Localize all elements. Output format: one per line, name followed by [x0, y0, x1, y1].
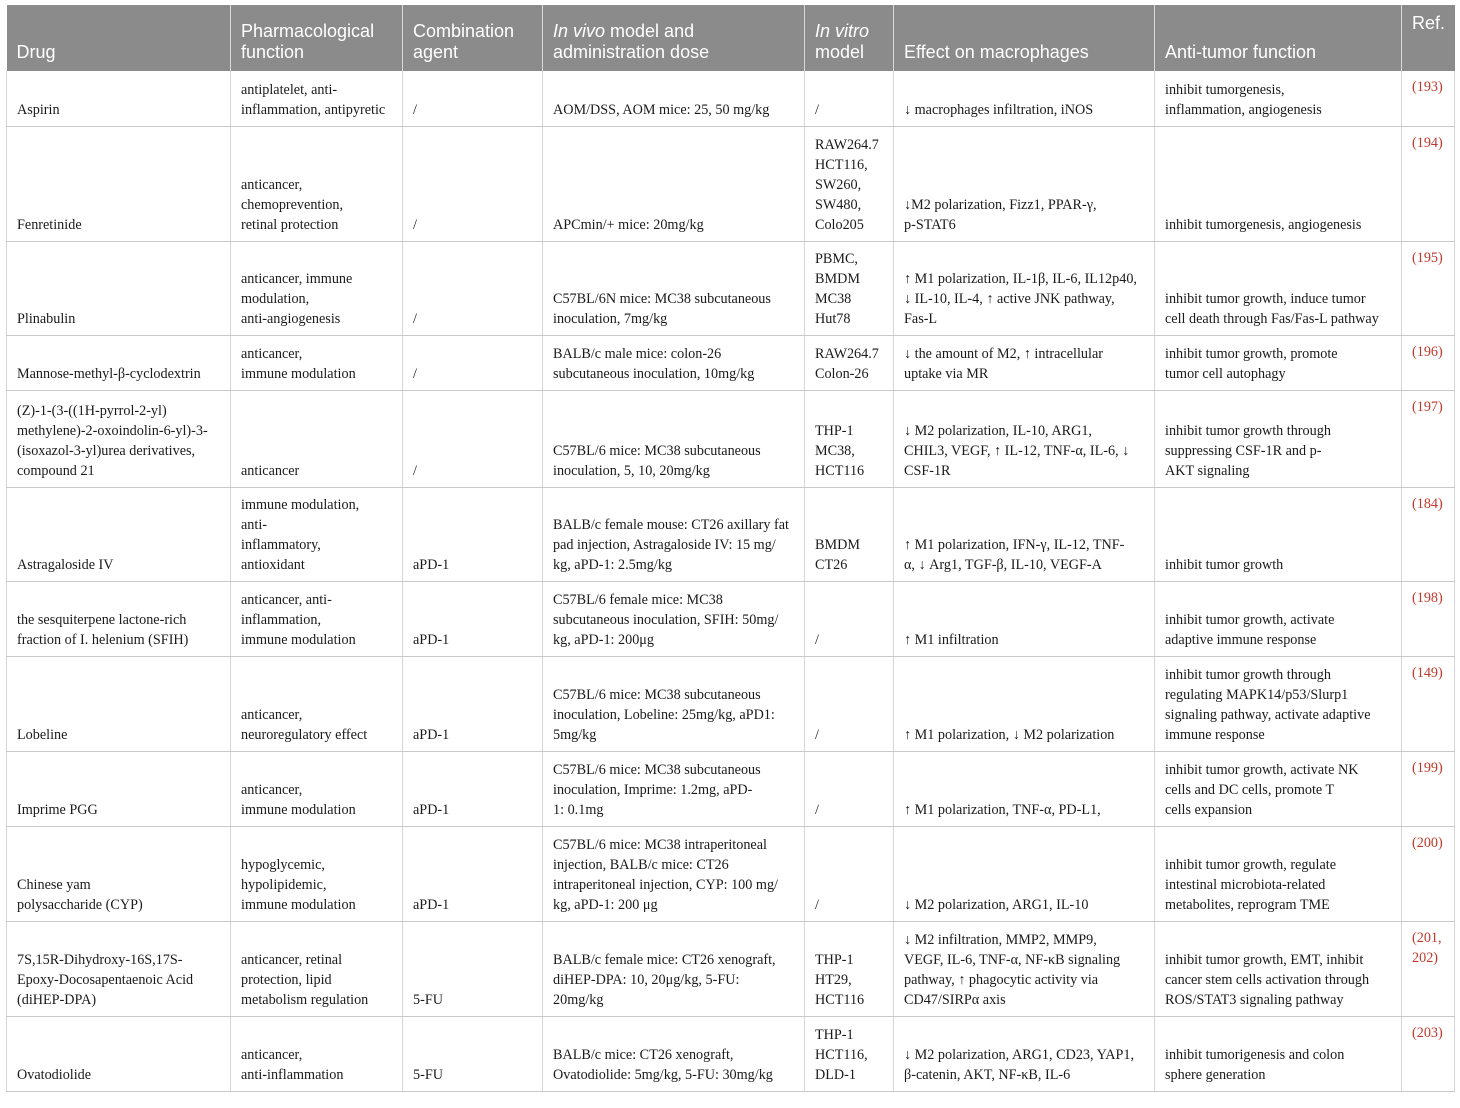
cell-invivo: BALB/c male mice: colon-26 subcutaneous inoculation, 10mg/kg — [543, 335, 805, 390]
cell-antitumor: inhibit tumorgenesis, inflammation, angiogenesis — [1155, 71, 1402, 126]
cell-ref[interactable]: (196) — [1402, 335, 1455, 390]
cell-invitro: THP-1 HCT116, DLD-1 — [805, 1016, 894, 1091]
cell-invivo: C57BL/6 mice: MC38 subcutaneous inoculation, Imprime: 1.2mg, aPD- 1: 0.1mg — [543, 751, 805, 826]
cell-invivo: C57BL/6 mice: MC38 intraperitoneal injection, BALB/c mice: CT26 intraperitoneal injection, CYP: 100 mg/ kg, aPD-1: 200 μg — [543, 826, 805, 921]
cell-combo: 5-FU — [403, 921, 543, 1016]
cell-combo: 5-FU — [403, 1016, 543, 1091]
table-row — [7, 335, 1455, 390]
cell-drug: (Z)-1-(3-((1H-pyrrol-2-yl) methylene)-2-oxoindolin-6-yl)-3- (isoxazol-3-yl)urea derivatives, compound 21 — [7, 390, 231, 487]
table-row — [7, 1016, 1455, 1091]
table-row — [7, 751, 1455, 826]
cell-effect: ↓ macrophages infiltration, iNOS — [894, 71, 1155, 126]
table-row — [7, 126, 1455, 241]
cell-drug: Fenretinide — [7, 126, 231, 241]
cell-antitumor: inhibit tumor growth, promote tumor cell autophagy — [1155, 335, 1402, 390]
header-invitro-italic: In vitro — [815, 21, 870, 41]
cell-invitro: THP-1 HT29, HCT116 — [805, 921, 894, 1016]
cell-ref[interactable]: (194) — [1402, 126, 1455, 241]
cell-combo: / — [403, 241, 543, 335]
cell-antitumor: inhibit tumor growth, EMT, inhibit cancer stem cells activation through ROS/STAT3 signaling pathway — [1155, 921, 1402, 1016]
cell-ref[interactable]: (197) — [1402, 390, 1455, 487]
cell-ref[interactable]: (193) — [1402, 71, 1455, 126]
cell-antitumor: inhibit tumorigenesis and colon sphere generation — [1155, 1016, 1402, 1091]
header-drug: Drug — [7, 5, 231, 71]
cell-invitro: RAW264.7 HCT116, SW260, SW480, Colo205 — [805, 126, 894, 241]
cell-pharm: anticancer, chemoprevention, retinal protection — [231, 126, 403, 241]
cell-invitro: RAW264.7 Colon-26 — [805, 335, 894, 390]
cell-combo: aPD-1 — [403, 826, 543, 921]
cell-invivo: C57BL/6 mice: MC38 subcutaneous inoculation, Lobeline: 25mg/kg, aPD1: 5mg/kg — [543, 656, 805, 751]
cell-antitumor: inhibit tumor growth, activate NK cells and DC cells, promote T cells expansion — [1155, 751, 1402, 826]
cell-effect: ↓ M2 infiltration, MMP2, MMP9, VEGF, IL-6, TNF-α, NF-κB signaling pathway, ↑ phagocytic activity via CD47/SIRPα axis — [894, 921, 1155, 1016]
cell-invitro: / — [805, 581, 894, 656]
cell-pharm: anticancer, immune modulation — [231, 751, 403, 826]
cell-pharm: antiplatelet, anti- inflammation, antipyretic — [231, 71, 403, 126]
cell-drug: 7S,15R-Dihydroxy-16S,17S- Epoxy-Docosapentaenoic Acid (diHEP-DPA) — [7, 921, 231, 1016]
header-pharm: Pharmacological function — [231, 5, 403, 71]
cell-antitumor: inhibit tumor growth, activate adaptive immune response — [1155, 581, 1402, 656]
table-row — [7, 826, 1455, 921]
cell-drug: Ovatodiolide — [7, 1016, 231, 1091]
cell-effect: ↓ M2 polarization, ARG1, IL-10 — [894, 826, 1155, 921]
header-invitro-rest: model — [815, 42, 865, 62]
table-body — [7, 71, 1455, 1091]
cell-invitro: / — [805, 826, 894, 921]
cell-ref[interactable]: (149) — [1402, 656, 1455, 751]
table-row — [7, 390, 1455, 487]
cell-antitumor: inhibit tumor growth through regulating MAPK14/p53/Slurp1 signaling pathway, activate adaptive immune response — [1155, 656, 1402, 751]
cell-effect: ↓ the amount of M2, ↑ intracellular uptake via MR — [894, 335, 1155, 390]
cell-pharm: anticancer — [231, 390, 403, 487]
cell-pharm: anticancer, anti- inflammation, immune modulation — [231, 581, 403, 656]
cell-antitumor: inhibit tumorgenesis, angiogenesis — [1155, 126, 1402, 241]
cell-invitro: / — [805, 751, 894, 826]
cell-ref[interactable]: (195) — [1402, 241, 1455, 335]
cell-drug: Chinese yam polysaccharide (CYP) — [7, 826, 231, 921]
cell-combo: aPD-1 — [403, 656, 543, 751]
cell-ref[interactable]: (201, 202) — [1402, 921, 1455, 1016]
cell-effect: ↑ M1 infiltration — [894, 581, 1155, 656]
cell-effect: ↑ M1 polarization, ↓ M2 polarization — [894, 656, 1155, 751]
header-ref: Ref. — [1402, 5, 1455, 71]
header-invivo-rest: model and administration dose — [553, 21, 710, 62]
header-combo: Combination agent — [403, 5, 543, 71]
cell-drug: Lobeline — [7, 656, 231, 751]
cell-combo: aPD-1 — [403, 487, 543, 581]
cell-effect: ↑ M1 polarization, IFN-γ, IL-12, TNF- α, ↓ Arg1, TGF-β, IL-10, VEGF-A — [894, 487, 1155, 581]
table-row — [7, 487, 1455, 581]
cell-pharm: anticancer, immune modulation, anti-angiogenesis — [231, 241, 403, 335]
cell-effect: ↑ M1 polarization, IL-1β, IL-6, IL12p40, ↓ IL-10, IL-4, ↑ active JNK pathway, Fas-L — [894, 241, 1155, 335]
cell-ref[interactable]: (198) — [1402, 581, 1455, 656]
header-invitro — [805, 5, 894, 71]
cell-invitro: / — [805, 71, 894, 126]
table-row — [7, 581, 1455, 656]
header-invivo-italic: In vivo — [553, 21, 606, 41]
cell-effect: ↓ M2 polarization, ARG1, CD23, YAP1, β-catenin, AKT, NF-κB, IL-6 — [894, 1016, 1155, 1091]
table-row — [7, 71, 1455, 126]
table-container — [6, 5, 1454, 1092]
cell-invivo: C57BL/6 female mice: MC38 subcutaneous inoculation, SFIH: 50mg/ kg, aPD-1: 200μg — [543, 581, 805, 656]
cell-invitro: THP-1 MC38, HCT116 — [805, 390, 894, 487]
cell-combo: / — [403, 71, 543, 126]
cell-invivo: BALB/c female mouse: CT26 axillary fat pad injection, Astragaloside IV: 15 mg/ kg, aPD-1: 2.5mg/kg — [543, 487, 805, 581]
cell-invitro: PBMC, BMDM MC38 Hut78 — [805, 241, 894, 335]
header-invivo — [543, 5, 805, 71]
table-row — [7, 656, 1455, 751]
cell-pharm: anticancer, neuroregulatory effect — [231, 656, 403, 751]
cell-ref[interactable]: (200) — [1402, 826, 1455, 921]
cell-invivo: APCmin/+ mice: 20mg/kg — [543, 126, 805, 241]
header-effect: Effect on macrophages — [894, 5, 1155, 71]
cell-combo: / — [403, 390, 543, 487]
cell-ref[interactable]: (203) — [1402, 1016, 1455, 1091]
cell-invivo: C57BL/6N mice: MC38 subcutaneous inoculation, 7mg/kg — [543, 241, 805, 335]
cell-ref[interactable]: (199) — [1402, 751, 1455, 826]
header-antitumor: Anti-tumor function — [1155, 5, 1402, 71]
table-row — [7, 921, 1455, 1016]
cell-antitumor: inhibit tumor growth, induce tumor cell death through Fas/Fas-L pathway — [1155, 241, 1402, 335]
cell-antitumor: inhibit tumor growth, regulate intestinal microbiota-related metabolites, reprogram TME — [1155, 826, 1402, 921]
cell-antitumor: inhibit tumor growth through suppressing CSF-1R and p- AKT signaling — [1155, 390, 1402, 487]
cell-combo: / — [403, 335, 543, 390]
cell-combo: aPD-1 — [403, 751, 543, 826]
cell-pharm: anticancer, retinal protection, lipid metabolism regulation — [231, 921, 403, 1016]
cell-effect: ↓M2 polarization, Fizz1, PPAR-γ, p-STAT6 — [894, 126, 1155, 241]
cell-pharm: immune modulation, anti- inflammatory, antioxidant — [231, 487, 403, 581]
cell-effect: ↓ M2 polarization, IL-10, ARG1, CHIL3, VEGF, ↑ IL-12, TNF-α, IL-6, ↓ CSF-1R — [894, 390, 1155, 487]
cell-pharm: hypoglycemic, hypolipidemic, immune modulation — [231, 826, 403, 921]
cell-pharm: anticancer, anti-inflammation — [231, 1016, 403, 1091]
cell-pharm: anticancer, immune modulation — [231, 335, 403, 390]
cell-ref[interactable]: (184) — [1402, 487, 1455, 581]
cell-drug: Aspirin — [7, 71, 231, 126]
cell-drug: the sesquiterpene lactone-rich fraction of I. helenium (SFIH) — [7, 581, 231, 656]
cell-drug: Astragaloside IV — [7, 487, 231, 581]
header-row — [7, 5, 1455, 71]
table-header — [7, 5, 1455, 71]
cell-invitro: / — [805, 656, 894, 751]
cell-effect: ↑ M1 polarization, TNF-α, PD-L1, — [894, 751, 1155, 826]
cell-invivo: BALB/c female mice: CT26 xenograft, diHEP-DPA: 10, 20μg/kg, 5-FU: 20mg/kg — [543, 921, 805, 1016]
cell-antitumor: inhibit tumor growth — [1155, 487, 1402, 581]
cell-invivo: AOM/DSS, AOM mice: 25, 50 mg/kg — [543, 71, 805, 126]
cell-combo: aPD-1 — [403, 581, 543, 656]
cell-invitro: BMDM CT26 — [805, 487, 894, 581]
cell-invivo: C57BL/6 mice: MC38 subcutaneous inoculation, 5, 10, 20mg/kg — [543, 390, 805, 487]
cell-drug: Mannose-methyl-β-cyclodextrin — [7, 335, 231, 390]
cell-invivo: BALB/c mice: CT26 xenograft, Ovatodiolide: 5mg/kg, 5-FU: 30mg/kg — [543, 1016, 805, 1091]
cell-drug: Imprime PGG — [7, 751, 231, 826]
cell-drug: Plinabulin — [7, 241, 231, 335]
cell-combo: / — [403, 126, 543, 241]
table-row — [7, 241, 1455, 335]
drug-table — [6, 5, 1455, 1092]
